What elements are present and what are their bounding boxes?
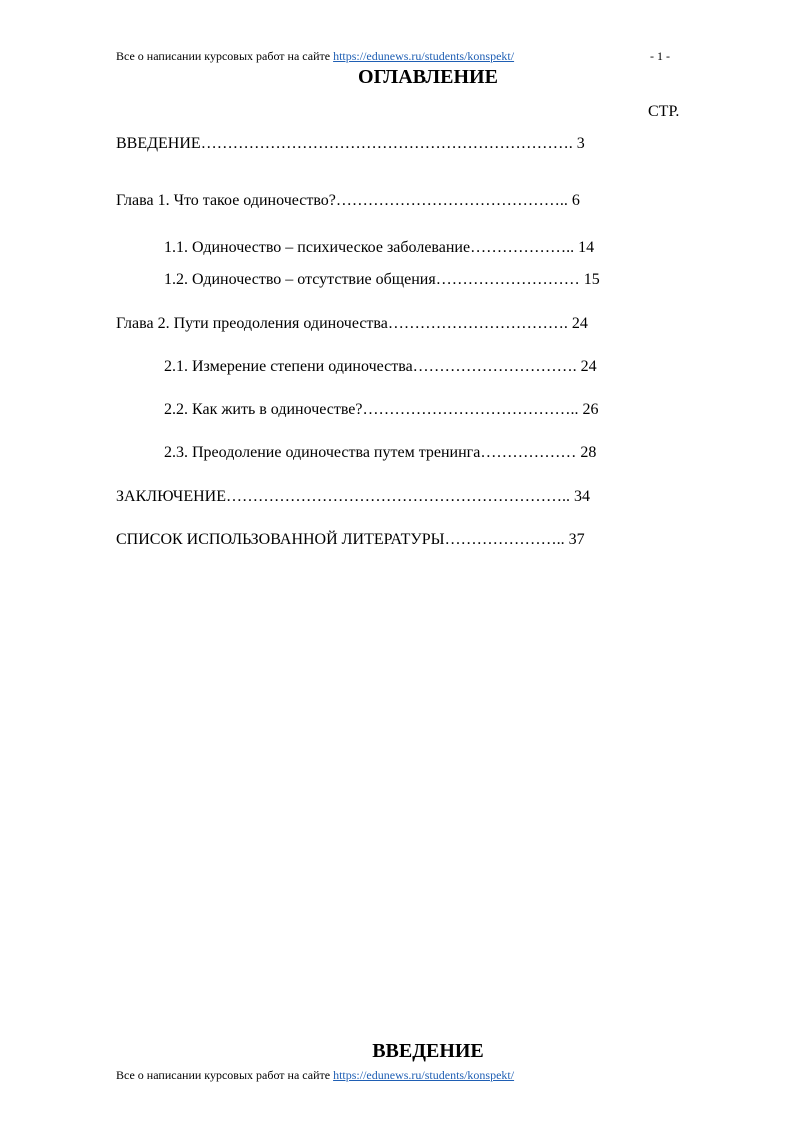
page-footer: [116, 1068, 514, 1083]
toc-entry-text: 1.1. Одиночество – психическое заболевание………………..: [164, 239, 579, 256]
toc-entry-introduction[interactable]: [116, 135, 585, 153]
toc-entry-text: ЗАКЛЮЧЕНИЕ………………………………………………………..: [116, 488, 574, 505]
toc-entry-section-1-1[interactable]: [164, 239, 594, 257]
toc-entry-page: 6: [571, 192, 580, 209]
toc-page-column-label: СТР.: [648, 103, 680, 120]
toc-entry-section-1-2[interactable]: [164, 271, 600, 289]
header-link[interactable]: https://edunews.ru/students/konspekt/: [333, 49, 515, 63]
header-text: Все о написании курсовых работ на сайте: [116, 49, 334, 63]
toc-entry-text: 2.1. Измерение степени одиночества………………………….: [164, 358, 581, 375]
toc-entry-page: 3: [576, 135, 585, 152]
toc-entry-text: ВВЕДЕНИЕ…………………………………………………………….: [116, 135, 577, 152]
toc-entry-chapter-1[interactable]: [116, 192, 580, 210]
toc-entry-page: 28: [580, 444, 597, 461]
footer-text: Все о написании курсовых работ на сайте: [116, 1068, 334, 1082]
toc-entry-text: 2.3. Преодоление одиночества путем тренинга………………: [164, 444, 581, 461]
next-section-title: ВВЕДЕНИЕ: [372, 1040, 484, 1062]
toc-entry-section-2-3[interactable]: [164, 444, 596, 462]
toc-entry-page: 24: [580, 358, 597, 375]
toc-entry-page: 14: [578, 239, 595, 256]
page-header: [116, 49, 514, 64]
toc-entry-text: СПИСОК ИСПОЛЬЗОВАННОЙ ЛИТЕРАТУРЫ…………………..: [116, 531, 569, 548]
footer-link[interactable]: https://edunews.ru/students/konspekt/: [333, 1068, 515, 1082]
page-number: - 1 -: [650, 49, 670, 63]
toc-title: ОГЛАВЛЕНИЕ: [358, 66, 498, 88]
toc-entry-section-2-2[interactable]: [164, 401, 599, 419]
toc-entry-conclusion[interactable]: [116, 488, 590, 506]
toc-entry-page: 15: [583, 271, 600, 288]
toc-entry-bibliography[interactable]: [116, 531, 585, 549]
toc-entry-chapter-2[interactable]: [116, 315, 588, 333]
toc-entry-text: Глава 1. Что такое одиночество?……………………………………..: [116, 192, 572, 209]
toc-entry-text: 2.2. Как жить в одиночестве?…………………………………..: [164, 401, 583, 418]
toc-entry-text: 1.2. Одиночество – отсутствие общения………………………: [164, 271, 584, 288]
toc-entry-page: 34: [573, 488, 590, 505]
toc-entry-section-2-1[interactable]: [164, 358, 597, 376]
toc-entry-page: 26: [582, 401, 599, 418]
toc-entry-page: 37: [568, 531, 585, 548]
toc-entry-page: 24: [571, 315, 588, 332]
toc-entry-text: Глава 2. Пути преодоления одиночества…………………………….: [116, 315, 572, 332]
